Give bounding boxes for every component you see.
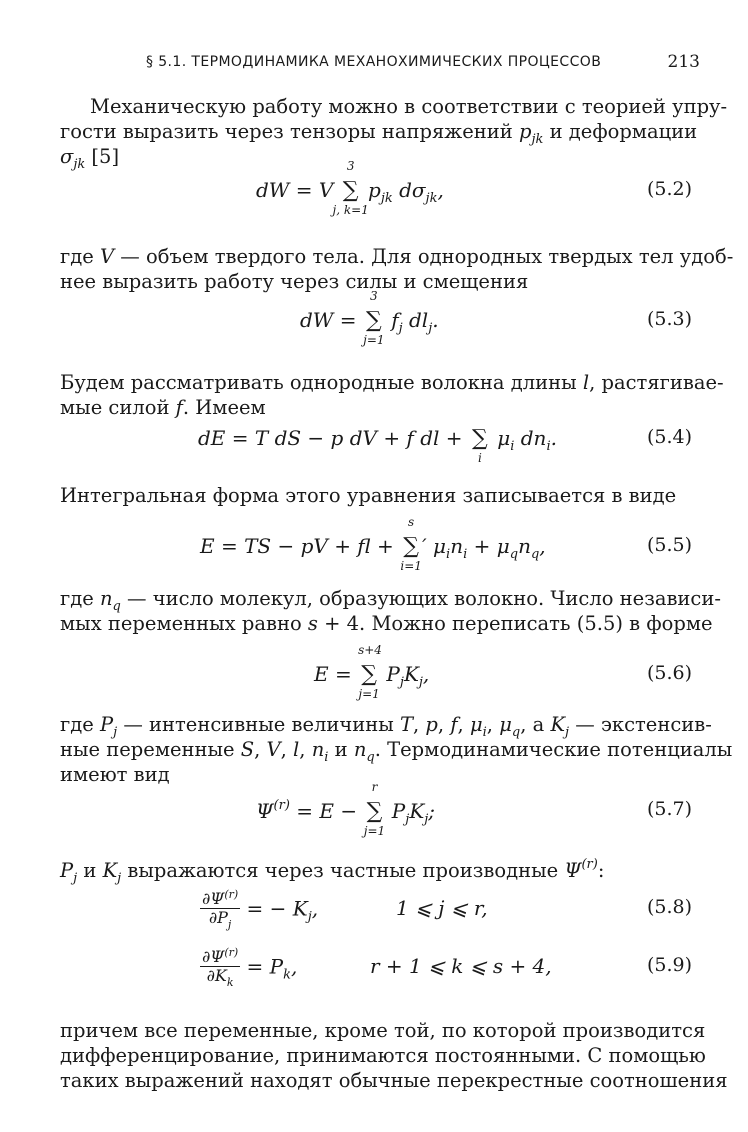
text-line: мые силой f. Имеем <box>60 396 266 419</box>
paragraph-partial-derivatives <box>60 852 690 886</box>
running-header <box>60 52 700 76</box>
text-line: нее выразить работу через силы и смещения <box>60 270 529 293</box>
paragraph-cross-relations <box>60 1018 728 1093</box>
equation-5-3 <box>60 290 692 350</box>
equation-number: (5.5) <box>646 534 692 556</box>
equation-body: dW = V ∑ 3 j, k=1 $p_{jk}$ $d\sigma_{jk}$, <box>256 159 444 217</box>
equation-number: (5.7) <box>646 798 692 820</box>
equation-body: $\frac{\partial\Psi^{(r)}}{\partial K_k}$ = $P_k$, <box>200 944 297 992</box>
paragraph-intensive-extensive <box>60 712 733 787</box>
text-line: Интегральная форма этого уравнения записывается в виде <box>60 484 677 507</box>
paragraph-volume <box>60 244 734 294</box>
page-number: 213 <box>667 52 700 72</box>
text-line: дифференцирование, принимаются постоянными. С помощью <box>60 1044 706 1067</box>
text-line: где $P_j$ — интенсивные величины T, p, f, $\mu_i$, $\mu_q$, а $K_j$ — экстенсив- <box>60 713 712 740</box>
equation-condition: r + 1 ⩽ k ⩽ s + 4, <box>370 954 552 978</box>
paragraph-molecules <box>60 586 721 636</box>
equation-number: (5.4) <box>646 426 692 448</box>
text-line: мых переменных равно s + 4. Можно переписать (5.5) в форме <box>60 612 713 635</box>
paragraph-fibers <box>60 370 724 420</box>
text-line: $\sigma_{jk}$ [5] <box>60 145 120 172</box>
paragraph-integral-form <box>60 483 690 508</box>
text-line: имеют вид <box>60 763 170 786</box>
equation-5-8 <box>60 884 692 944</box>
equation-5-9 <box>60 942 692 1002</box>
equation-number: (5.3) <box>646 308 692 330</box>
equation-number: (5.9) <box>646 954 692 976</box>
text-line: где V — объем твердого тела. Для однородных твердых тел удоб- <box>60 245 734 268</box>
equation-body: E = TS − pV + fl + ∑ s i=1 ′ $\mu_in_i + \mu_qn_q$, <box>200 515 546 573</box>
text-line: Будем рассматривать однородные волокна длины l, растягивае- <box>60 371 724 394</box>
text-line: таких выражений находят обычные перекрестные соотношения <box>60 1069 728 1092</box>
equation-number: (5.8) <box>646 896 692 918</box>
equation-5-5 <box>60 516 692 576</box>
equation-number: (5.2) <box>646 178 692 200</box>
paragraph-mechanical-work <box>60 94 728 172</box>
section-title: § 5.1. ТЕРМОДИНАМИКА МЕХАНОХИМИЧЕСКИХ ПРОЦЕССОВ <box>146 54 602 70</box>
equation-5-4 <box>60 420 692 480</box>
equation-body: $\frac{\partial\Psi^{(r)}}{\partial P_j}$ = − $K_j$, <box>200 886 318 934</box>
text-line: $P_j$ и $K_j$ выражаются через частные производные $\Psi^{(r)}$: <box>60 857 605 886</box>
equation-number: (5.6) <box>646 662 692 684</box>
text-line: причем все переменные, кроме той, по которой производится <box>60 1019 706 1042</box>
equation-body: $\Psi^{(r)} = E$ − ∑ r j=1 $P_jK_j$; <box>256 780 436 838</box>
text-line: ные переменные S, V, l, $n_i$ и $n_q$. Термодинамические потенциалы <box>60 738 733 765</box>
text-line: гости выразить через тензоры напряжений $p_{jk}$ и деформации <box>60 120 698 147</box>
equation-body: dW = ∑ 3 j=1 $f_j$ $dl_j$. <box>300 289 439 347</box>
equation-condition: 1 ⩽ j ⩽ r, <box>396 896 488 920</box>
equation-5-7 <box>60 780 692 844</box>
equation-body: dE = T dS − p dV + f dl + ∑ i $\mu_i$ $dn_i$. <box>198 426 557 465</box>
equation-body: E = ∑ s+4 j=1 $P_jK_j$, <box>314 643 430 701</box>
equation-5-6 <box>60 640 692 700</box>
text-line: где $n_q$ — число молекул, образующих волокно. Число независи- <box>60 587 721 614</box>
text-line: Механическую работу можно в соответствии с теорией упру- <box>90 95 728 118</box>
equation-5-2 <box>60 159 692 226</box>
